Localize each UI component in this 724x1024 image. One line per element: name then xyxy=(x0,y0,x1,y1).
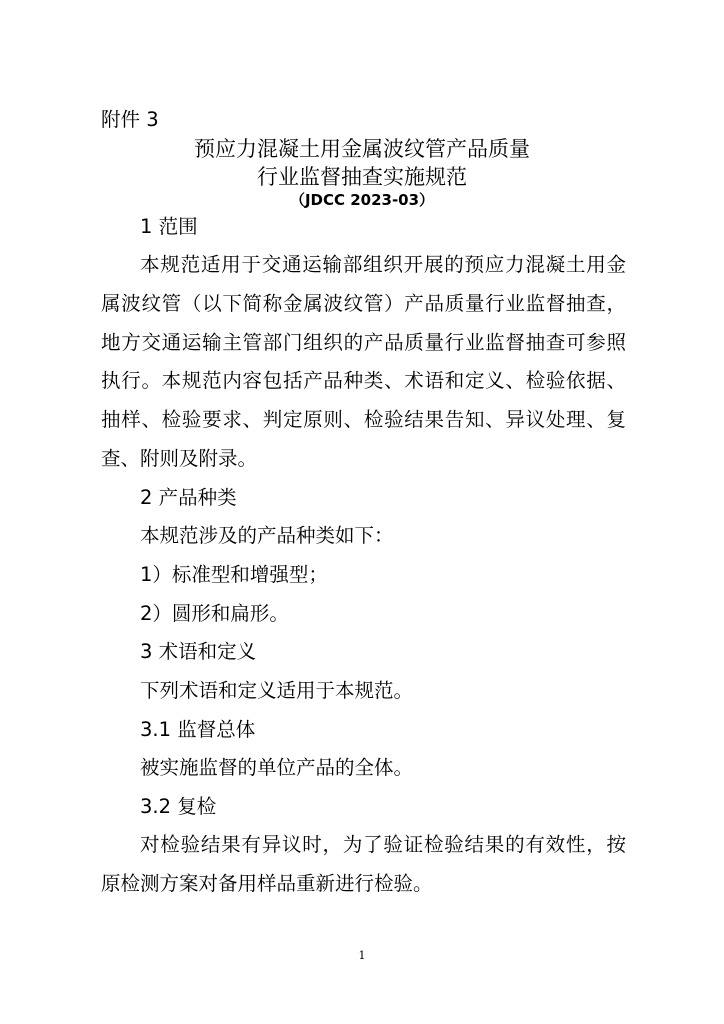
section-1-paragraph: 本规范适用于交通运输部组织开展的预应力混凝土用金属波纹管（以下简称金属波纹管）产品质量行业监督抽查，地方交通运输主管部门组织的产品质量行业监督抽查可参照执行。本规范内容包括产品种类、术语和定义、检验依据、抽样、检验要求、判定原则、检验结果告知、异议处理、复查、附则及附录。 xyxy=(101,253,626,470)
attachment-label: 附件 3 xyxy=(101,108,159,131)
page-number: 1 xyxy=(358,949,366,962)
section-3-1-heading: 3.1 监督总体 xyxy=(140,718,256,741)
document-title-line-1: 预应力混凝土用金属波纹管产品质量 xyxy=(194,137,530,161)
document-code: （JDCC 2023-03） xyxy=(289,191,435,209)
section-2-item-2: 2）圆形和扁形。 xyxy=(140,602,289,625)
section-2-heading: 2 产品种类 xyxy=(140,486,237,509)
section-1-heading: 1 范围 xyxy=(140,215,198,238)
section-3-intro: 下列术语和定义适用于本规范。 xyxy=(140,679,414,702)
section-2-item-1: 1）标准型和增强型； xyxy=(140,563,328,586)
section-3-1-text: 被实施监督的单位产品的全体。 xyxy=(140,756,414,779)
section-3-2-text: 对检验结果有异议时，为了验证检验结果的有效性，按原检测方案对备用样品重新进行检验。 xyxy=(101,833,626,895)
section-2-intro: 本规范涉及的产品种类如下： xyxy=(140,524,394,547)
section-3-heading: 3 术语和定义 xyxy=(140,640,257,663)
section-3-2-heading: 3.2 复检 xyxy=(140,795,217,818)
document-title-line-2: 行业监督抽查实施规范 xyxy=(257,165,467,189)
